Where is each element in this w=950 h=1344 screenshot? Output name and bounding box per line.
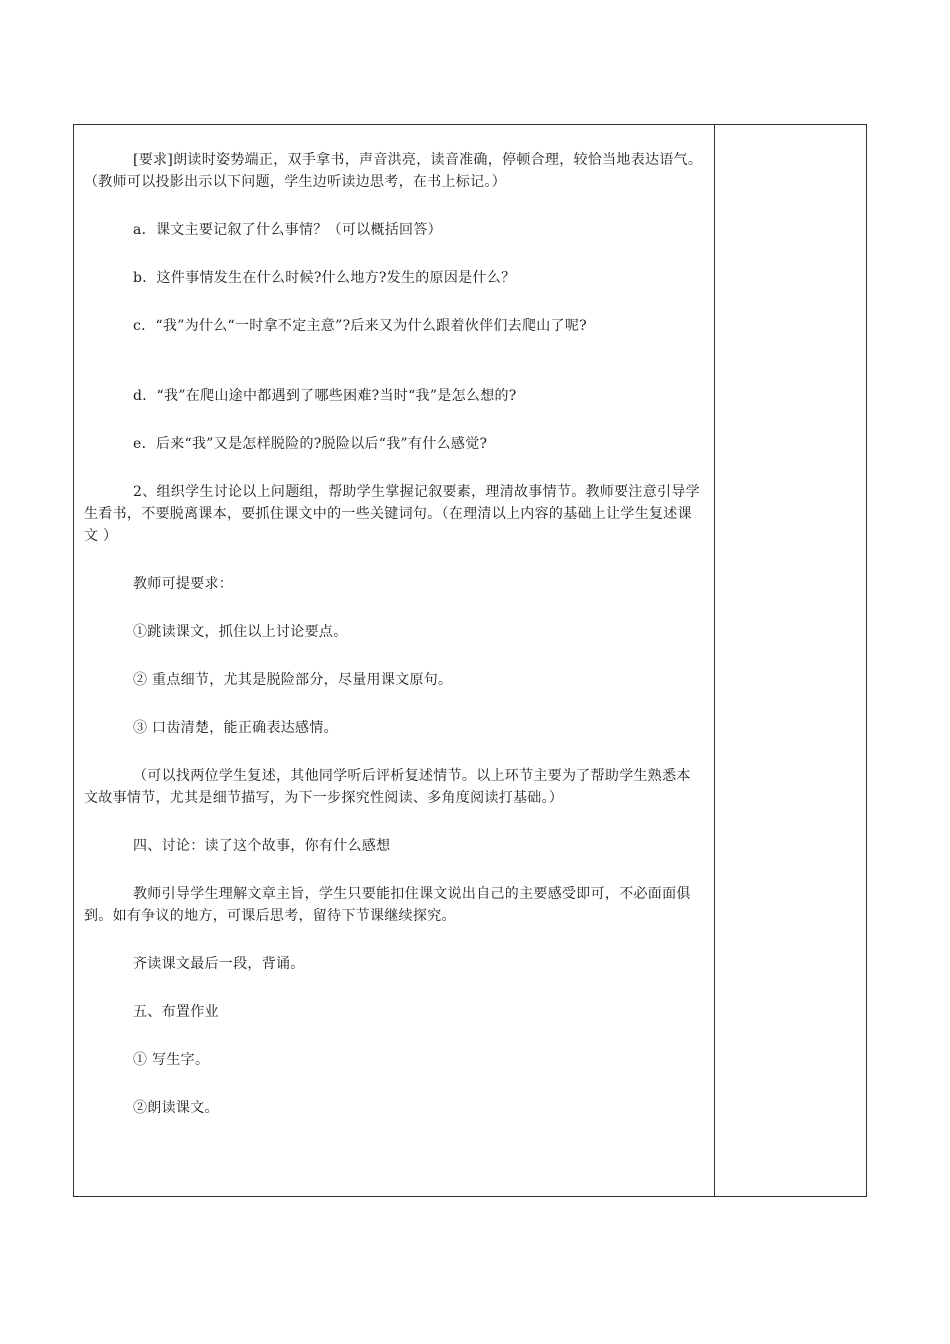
section-heading-homework: 五、布置作业 [133,1004,219,1020]
paragraph-teacher-requirements: 教师可提要求： [133,576,234,592]
question-d: d．“我”在爬山途中都遇到了哪些困难?当时“我”是怎么想的? [133,388,517,404]
question-a: a．课文主要记叙了什么事情？（可以概括回答） [133,222,442,238]
requirement-item-2: ② 重点细节，尤其是脱险部分，尽量用课文原句。 [133,672,453,688]
homework-item-2: ②朗读课文。 [133,1100,219,1116]
paragraph-read-aloud: 齐读课文最后一段，背诵。 [133,956,305,972]
lesson-content [84,149,704,1119]
question-b: b．这件事情发生在什么时候?什么地方?发生的原因是什么？ [133,270,516,286]
section-heading-discussion: 四、讨论：读了这个故事，你有什么感想 [133,838,391,854]
requirement-item-3: ③ 口齿清楚，能正确表达感情。 [133,720,338,736]
paragraph-discussion: 2、组织学生讨论以上问题组，帮助学生掌握记叙要素，理清故事情节。教师要注意引导学生看书，不要脱离课本，要抓住课文中的一些关键词句。（在理清以上内容的基础上让学生复述课文 ） [84,484,700,544]
requirement-item-1: ①跳读课文，抓住以上讨论要点。 [133,624,348,640]
paragraph-retelling: （可以找两位学生复述，其他同学听后评析复述情节。以上环节主要为了帮助学生熟悉本文故事情节，尤其是细节描写，为下一步探究性阅读、多角度阅读打基础。） [84,768,691,806]
homework-item-1: ① 写生字。 [133,1052,210,1068]
question-c: c．“我”为什么“一时拿不定主意”?后来又为什么跟着伙伴们去爬山了呢? [133,318,587,334]
paragraph-theme: 教师引导学生理解文章主旨，学生只要能扣住课文说出自己的主要感受即可，不必面面俱到。如有争议的地方，可课后思考，留待下节课继续探究。 [84,886,691,924]
lesson-table [73,124,867,1197]
column-divider [714,125,715,1196]
question-e: e．后来“我”又是怎样脱险的?脱险以后“我”有什么感觉? [133,436,488,452]
paragraph-requirement: [要求]朗读时姿势端正，双手拿书，声音洪亮，读音准确，停顿合理，较恰当地表达语气。 （教师可以投影出示以下问题，学生边听读边思考，在书上标记。） [84,152,703,190]
